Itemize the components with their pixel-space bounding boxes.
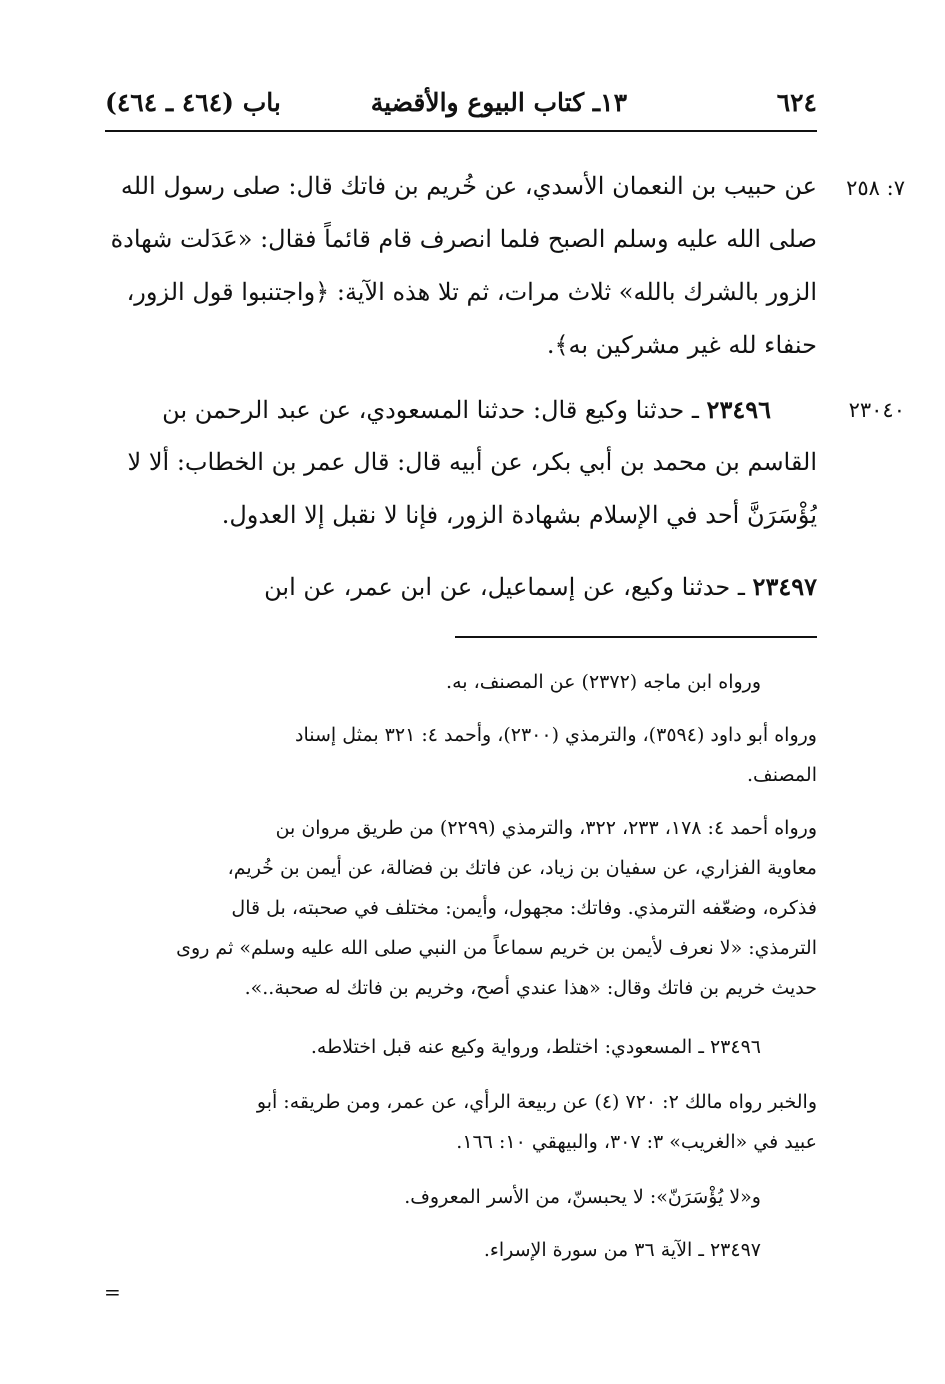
footnote-line: و«لا يُؤْسَرَنّ»: لا يحبسنّ، من الأسر المعروف. [404,1186,761,1208]
text-line: عن حبيب بن النعمان الأسدي، عن خُريم بن فاتك قال: صلى رسول الله [120,172,817,200]
side-reference: ٢٣٠٤٠ [848,398,905,422]
text-line: القاسم بن محمد بن أبي بكر، عن أبيه قال: قال عمر بن الخطاب: ألا لا [127,448,817,476]
text-line: الزور بالشرك بالله» ثلاث مرات، ثم تلا هذه الآية: ﴿واجتنبوا قول الزور، [126,278,817,306]
text-line [105,383,817,436]
footnote-line: ٢٣٤٩٧ ـ الآية ٣٦ من سورة الإسراء. [483,1239,761,1261]
continuation-mark: = [104,1280,121,1304]
header-rule [105,130,817,132]
text-line [105,560,817,613]
hadith-number: ٢٣٤٩٦ [706,395,771,424]
text-segment: ـ حدثنا وكيع، عن إسماعيل، عن ابن عمر، عن ابن [264,573,745,601]
footnote-line: ورواه أحمد ٤: ١٧٨، ٢٣٣، ٣٢٢، والترمذي (٢٢٩٩) من طريق مروان بن [275,817,817,839]
footnote [105,1027,817,1067]
footnote-line: عبيد في «الغريب» ٣: ٣٠٧، والبيهقي ١٠: ١٦٦. [456,1131,817,1153]
text-segment: ـ حدثنا وكيع قال: حدثنا المسعودي، عن عبد الرحمن بن [162,396,699,424]
footnote-line: والخبر رواه مالك ٢: ٧٢٠ (٤) عن ربيعة الرأي، عن عمر، ومن طريقه: أبو [256,1091,817,1113]
footnote [105,1230,817,1270]
text-line: يُؤْسَرَنَّ أحد في الإسلام بشهادة الزور، فإنا لا نقبل إلا العدول. [221,501,817,529]
hadith-paragraph [105,560,817,613]
footnote [105,715,817,795]
footnote-line: ٢٣٤٩٦ ـ المسعودي: اختلط، ورواية وكيع عنه قبل اختلاطه. [310,1036,761,1058]
footnote [105,1082,817,1162]
book-title: ١٣ـ كتاب البيوع والأقضية [370,88,627,117]
footnote [105,662,817,702]
footnote [105,808,817,1008]
hadith-paragraph [105,160,817,372]
hadith-number: ٢٣٤٩٧ [752,572,817,601]
footnote-line: الترمذي: «لا نعرف لأيمن بن خريم سماعاً من النبي صلى الله عليه وسلم» ثم روى [176,937,817,959]
footnote-line: حديث خريم بن فاتك وقال: «هذا عندي أصح، وخريم بن فاتك له صحبة..». [244,977,817,999]
footnote-line: فذكره، وضعّفه الترمذي. وفاتك: مجهول، وأيمن: مختلف في صحبته، بل قال [231,897,817,919]
page-number: ٦٢٤ [776,88,817,117]
running-header [105,88,817,124]
footnote [105,1177,817,1217]
side-reference: ٧: ٢٥٨ [846,176,905,200]
text-line: حنفاء لله غير مشركين به﴾. [546,331,817,359]
footnote-line: المصنف. [747,764,817,786]
hadith-paragraph [105,383,817,542]
footnote-separator [455,636,817,638]
footnote-line: معاوية الفزاري، عن سفيان بن زياد، عن فاتك بن فضالة، عن أيمن بن خُريم، [227,857,817,879]
footnote-line: ورواه أبو داود (٣٥٩٤)، والترمذي (٢٣٠٠)، وأحمد ٤: ٣٢١ بمثل إسناد [295,724,817,746]
chapter-title: باب (٤٦٤ ـ ٤٦٤) [105,88,281,117]
text-line: صلى الله عليه وسلم الصبح فلما انصرف قام قائماً فقال: «عَدَلت شهادة [110,225,817,253]
footnote-line: ورواه ابن ماجه (٢٣٧٢) عن المصنف، به. [446,671,761,693]
